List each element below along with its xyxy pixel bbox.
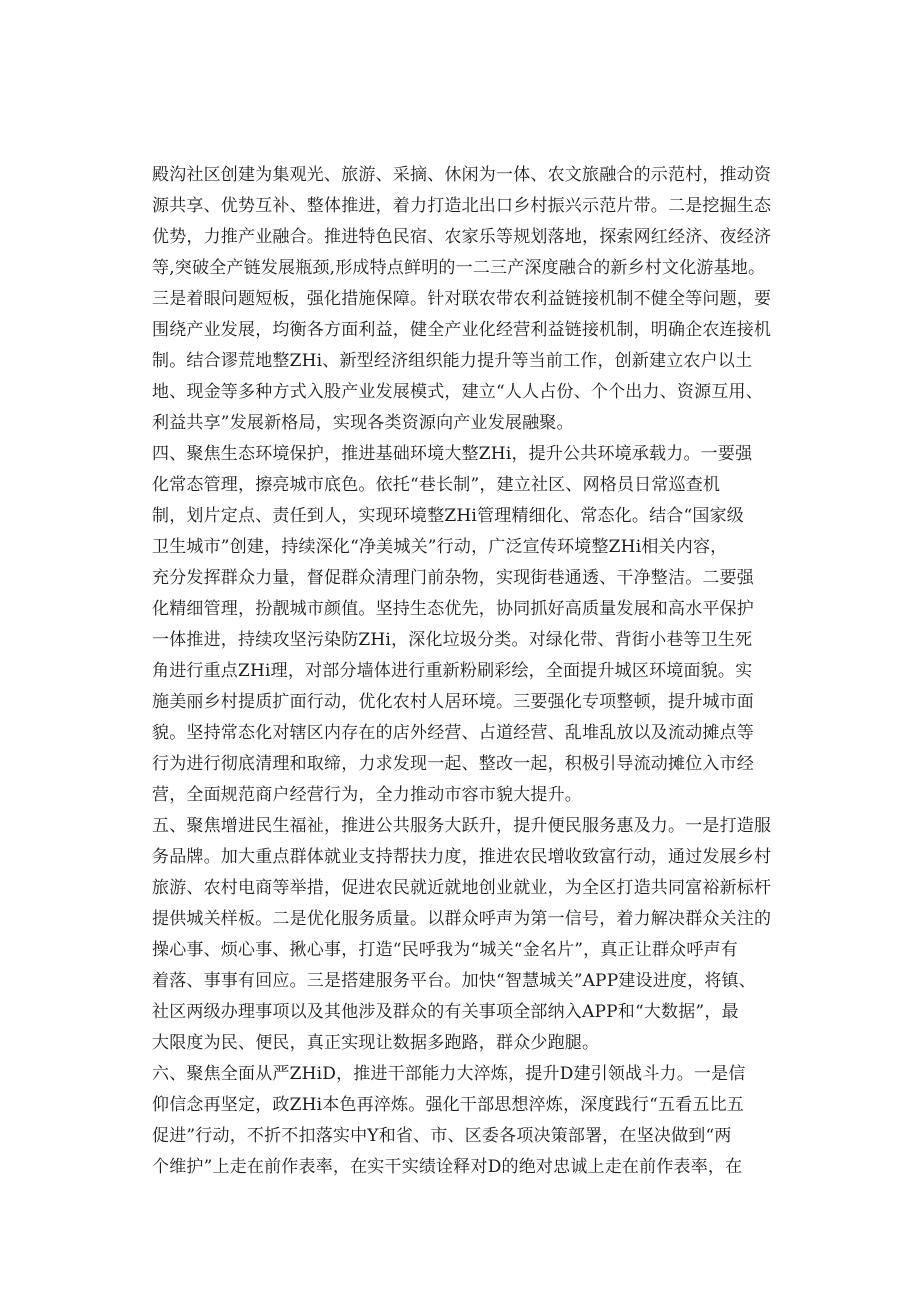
text-line: 三是着眼问题短板，强化措施保障。针对联农带农利益链接机制不健全等问题，要 xyxy=(152,289,772,309)
text-line: 优势，力推产业融合。推进特色民宿、农家乐等规划落地，探索网红经济、夜经济 xyxy=(152,227,772,247)
text-line: 个维护”上走在前作表率，在实干实绩诠释对D的绝对忠诚上走在前作表率，在 xyxy=(152,1157,743,1177)
text-line: 务品牌。加大重点群体就业支持帮扶力度，推进农民增收致富行动，通过发展乡村 xyxy=(152,847,772,867)
text-line: 大限度为民、便民，真正实现让数据多跑路，群众少跑腿。 xyxy=(152,1033,600,1053)
text-line: 貌。坚持常态化对辖区内存在的店外经营、占道经营、乱堆乱放以及流动摊点等 xyxy=(152,723,754,743)
text-line: 利益共享”发展新格局，实现各类资源向产业发展融聚。 xyxy=(152,413,574,433)
text-line: 行为进行彻底清理和取缔，力求发现一起、整改一起，积极引导流动摊位入市经 xyxy=(152,754,754,774)
text-line: 操心事、烦心事、揪心事，打造“民呼我为“城关“金名片”，真正让群众呼声有 xyxy=(152,940,738,960)
section-heading-line: 六、聚焦全面从严ZHiD，推进干部能力大淬炼，提升D建引领战斗力。一是信 xyxy=(152,1064,746,1084)
section-heading-line: 五、聚焦增进民生福祉，推进公共服务大跃升，提升便民服务惠及力。一是打造服 xyxy=(152,816,772,836)
text-line: 营，全面规范商户经营行为，全力推动市容市貌大提升。 xyxy=(152,785,582,805)
text-line: 促进”行动，不折不扣落实中Y和省、市、区委各项决策部署，在坚决做到“两 xyxy=(152,1126,732,1146)
text-line: 一体推进，持续攻坚污染防ZHi，深化垃圾分类。对绿化带、背街小巷等卫生死 xyxy=(152,630,753,650)
text-line: 提供城关样板。二是优化服务质量。以群众呼声为第一信号，着力解决群众关注的 xyxy=(152,909,772,929)
text-line: 殿沟社区创建为集观光、旅游、采摘、休闲为一体、农文旅融合的示范村，推动资 xyxy=(152,165,772,185)
text-line: 源共享、优势互补、整体推进，着力打造北出口乡村振兴示范片带。二是挖掘生态 xyxy=(152,196,772,216)
text-line: 化常态管理，擦亮城市底色。依托“巷长制”，建立社区、网格员日常巡查机 xyxy=(152,475,721,495)
text-line: 卫生城市”创建，持续深化“净美城关”行动，广泛宣传环境整ZHi相关内容， xyxy=(152,537,728,557)
text-line: 社区两级办理事项以及其他涉及群众的有关事项全部纳入APP和“大数据”，最 xyxy=(152,1002,739,1022)
text-line: 充分发挥群众力量，督促群众清理门前杂物，实现街巷通透、干净整洁。二要强 xyxy=(152,568,754,588)
text-line: 角进行重点ZHi理，对部分墙体进行重新粉刷彩绘，全面提升城区环境面貌。实 xyxy=(152,661,753,681)
text-line: 等,突破全产链发展瓶颈,形成特点鲜明的一二三产深度融合的新乡村文化游基地。 xyxy=(152,258,766,278)
text-line: 制。结合谬荒地整ZHi、新型经济组织能力提升等当前工作，创新建立农户以土 xyxy=(152,351,753,371)
text-line: 围绕产业发展，均衡各方面利益，健全产业化经营利益链接机制，明确企农连接机 xyxy=(152,320,772,340)
text-line: 化精细管理，扮靓城市颜值。坚持生态优先，协同抓好高质量发展和高水平保护 xyxy=(152,599,754,619)
text-line: 仰信念再坚定，政ZHi本色再淬炼。强化干部思想淬炼，深度践行“五看五比五 xyxy=(152,1095,744,1115)
text-line: 旅游、农村电商等举措，促进农民就近就地创业就业，为全区打造共同富裕新标杆 xyxy=(152,878,772,898)
text-line: 制，划片定点、责任到人，实现环境整ZHi管理精细化、常态化。结合“国家级 xyxy=(152,506,744,526)
text-line: 着落、事事有回应。三是搭建服务平台。加快“智慧城关”APP建设进度，将镇、 xyxy=(152,971,756,991)
text-line: 地、现金等多种方式入股产业发展模式，建立“人人占份、个个出力、资源互用、 xyxy=(152,382,763,402)
section-heading-line: 四、聚焦生态环境保护，推进基础环境大整ZHi，提升公共环境承载力。一要强 xyxy=(152,444,753,464)
text-line: 施美丽乡村提质扩面行动，优化农村人居环境。三要强化专项整顿，提升城市面 xyxy=(152,692,754,712)
